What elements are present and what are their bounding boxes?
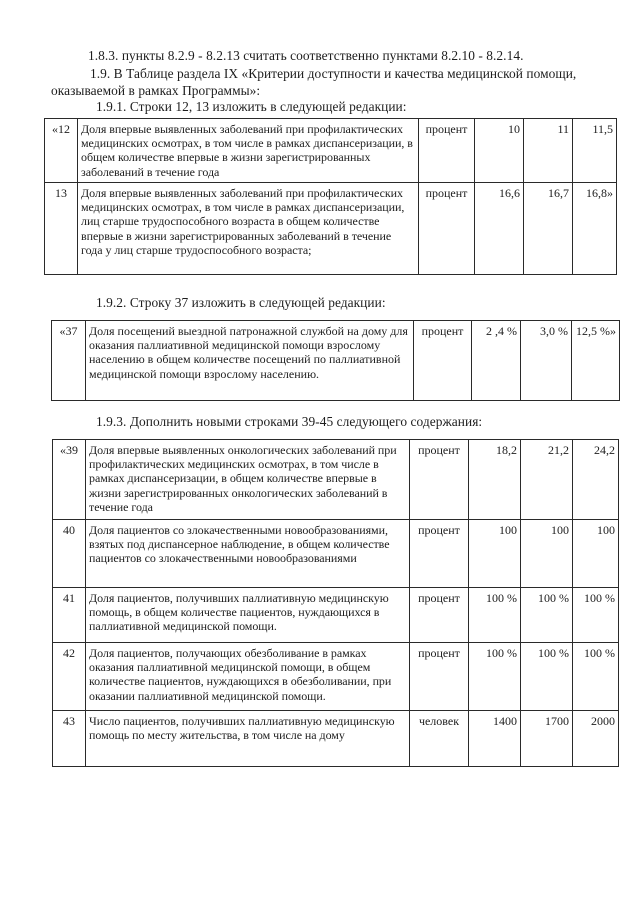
- value-cell-3: 12,5 %»: [572, 321, 620, 401]
- criterion-text: Доля впервые выявленных онкологических заболеваний при профилактических медицинских осмотрах, в том числе в рамках диспансеризации, в общем количестве впервые в жизни зарегистрированных онкологических заболеваний в течение года: [86, 440, 410, 520]
- value-cell-3: 16,8»: [573, 183, 617, 275]
- value-cell-1: 18,2: [469, 440, 521, 520]
- value-cell-1: 2 ,4 %: [472, 321, 521, 401]
- row-number: 43: [53, 711, 86, 767]
- value-cell-1: 10: [475, 119, 524, 183]
- paragraph-1-9-3: 1.9.3. Дополнить новыми строками 39-45 следующего содержания:: [96, 414, 483, 429]
- value-cell-2: 100: [521, 520, 573, 588]
- value-cell-3: 100: [573, 520, 619, 588]
- table-row: [53, 440, 619, 520]
- criterion-text: Доля пациентов, получающих обезболивание в рамках оказания паллиативной медицинской помощи, в общем количестве пациентов, нуждающихся в обезболивании, при оказании паллиативной медицинской помощи.: [86, 643, 410, 711]
- value-cell-1: 100 %: [469, 643, 521, 711]
- paragraph-1-9-line1: 1.9. В Таблице раздела IX «Критерии доступности и качества медицинской помощи,: [90, 66, 577, 81]
- row-number: «37: [52, 321, 86, 401]
- criterion-text: Доля впервые выявленных заболеваний при профилактических медицинских осмотрах, в том числе в рамках диспансеризации, в общем количестве впервые в жизни зарегистрированных заболеваний в течение года: [78, 119, 419, 183]
- unit-cell: процент: [419, 119, 475, 183]
- value-cell-2: 1700: [521, 711, 573, 767]
- unit-cell: процент: [414, 321, 472, 401]
- value-cell-3: 24,2: [573, 440, 619, 520]
- row-number: 13: [45, 183, 78, 275]
- row-number: 41: [53, 588, 86, 643]
- value-cell-2: 3,0 %: [521, 321, 572, 401]
- table-row: [53, 520, 619, 588]
- value-cell-2: 11: [524, 119, 573, 183]
- paragraph-1-8-3: 1.8.3. пункты 8.2.9 - 8.2.13 считать соответственно пунктами 8.2.10 - 8.2.14.: [88, 48, 524, 63]
- value-cell-1: 1400: [469, 711, 521, 767]
- table-row: [45, 183, 617, 275]
- value-cell-2: 100 %: [521, 643, 573, 711]
- unit-cell: процент: [419, 183, 475, 275]
- table-row: [53, 711, 619, 767]
- unit-cell: процент: [410, 643, 469, 711]
- criterion-text: Число пациентов, получивших паллиативную медицинскую помощь по месту жительства, в том числе на дому: [86, 711, 410, 767]
- value-cell-2: 21,2: [521, 440, 573, 520]
- value-cell-1: 100 %: [469, 588, 521, 643]
- value-cell-1: 16,6: [475, 183, 524, 275]
- table-row-37: [51, 320, 620, 401]
- paragraph-1-9-1: 1.9.1. Строки 12, 13 изложить в следующей редакции:: [96, 99, 407, 114]
- value-cell-3: 11,5: [573, 119, 617, 183]
- value-cell-1: 100: [469, 520, 521, 588]
- criterion-text: Доля впервые выявленных заболеваний при профилактических медицинских осмотрах, в том числе в рамках диспансеризации, лиц старше трудоспособного возраста в общем количестве впервые в жизни зарегистрированных заболеваний в течение года у лиц старше трудоспособного возраста;: [78, 183, 419, 275]
- table-rows-12-13: [44, 118, 617, 275]
- row-number: «39: [53, 440, 86, 520]
- unit-cell: человек: [410, 711, 469, 767]
- value-cell-3: 100 %: [573, 588, 619, 643]
- unit-cell: процент: [410, 520, 469, 588]
- row-number: 42: [53, 643, 86, 711]
- value-cell-2: 100 %: [521, 588, 573, 643]
- unit-cell: процент: [410, 588, 469, 643]
- table-rows-39-45: [52, 439, 619, 767]
- row-number: «12: [45, 119, 78, 183]
- table-row: [53, 588, 619, 643]
- paragraph-1-9-line2: оказываемой в рамках Программы»:: [51, 83, 261, 98]
- table-row: [52, 321, 620, 401]
- paragraph-1-9-2: 1.9.2. Строку 37 изложить в следующей редакции:: [96, 295, 386, 310]
- criterion-text: Доля посещений выездной патронажной службой на дому для оказания паллиативной медицинской помощи взрослому населению в общем количестве посещений по паллиативной медицинской помощи взрослому населению.: [86, 321, 414, 401]
- table-row: [53, 643, 619, 711]
- row-number: 40: [53, 520, 86, 588]
- value-cell-3: 2000: [573, 711, 619, 767]
- table-row: [45, 119, 617, 183]
- criterion-text: Доля пациентов, получивших паллиативную медицинскую помощь, в общем количестве пациентов, нуждающихся в паллиативной медицинской помощи.: [86, 588, 410, 643]
- value-cell-3: 100 %: [573, 643, 619, 711]
- criterion-text: Доля пациентов со злокачественными новообразованиями, взятых под диспансерное наблюдение, в общем количестве пациентов со злокачественными новообразованиями: [86, 520, 410, 588]
- unit-cell: процент: [410, 440, 469, 520]
- value-cell-2: 16,7: [524, 183, 573, 275]
